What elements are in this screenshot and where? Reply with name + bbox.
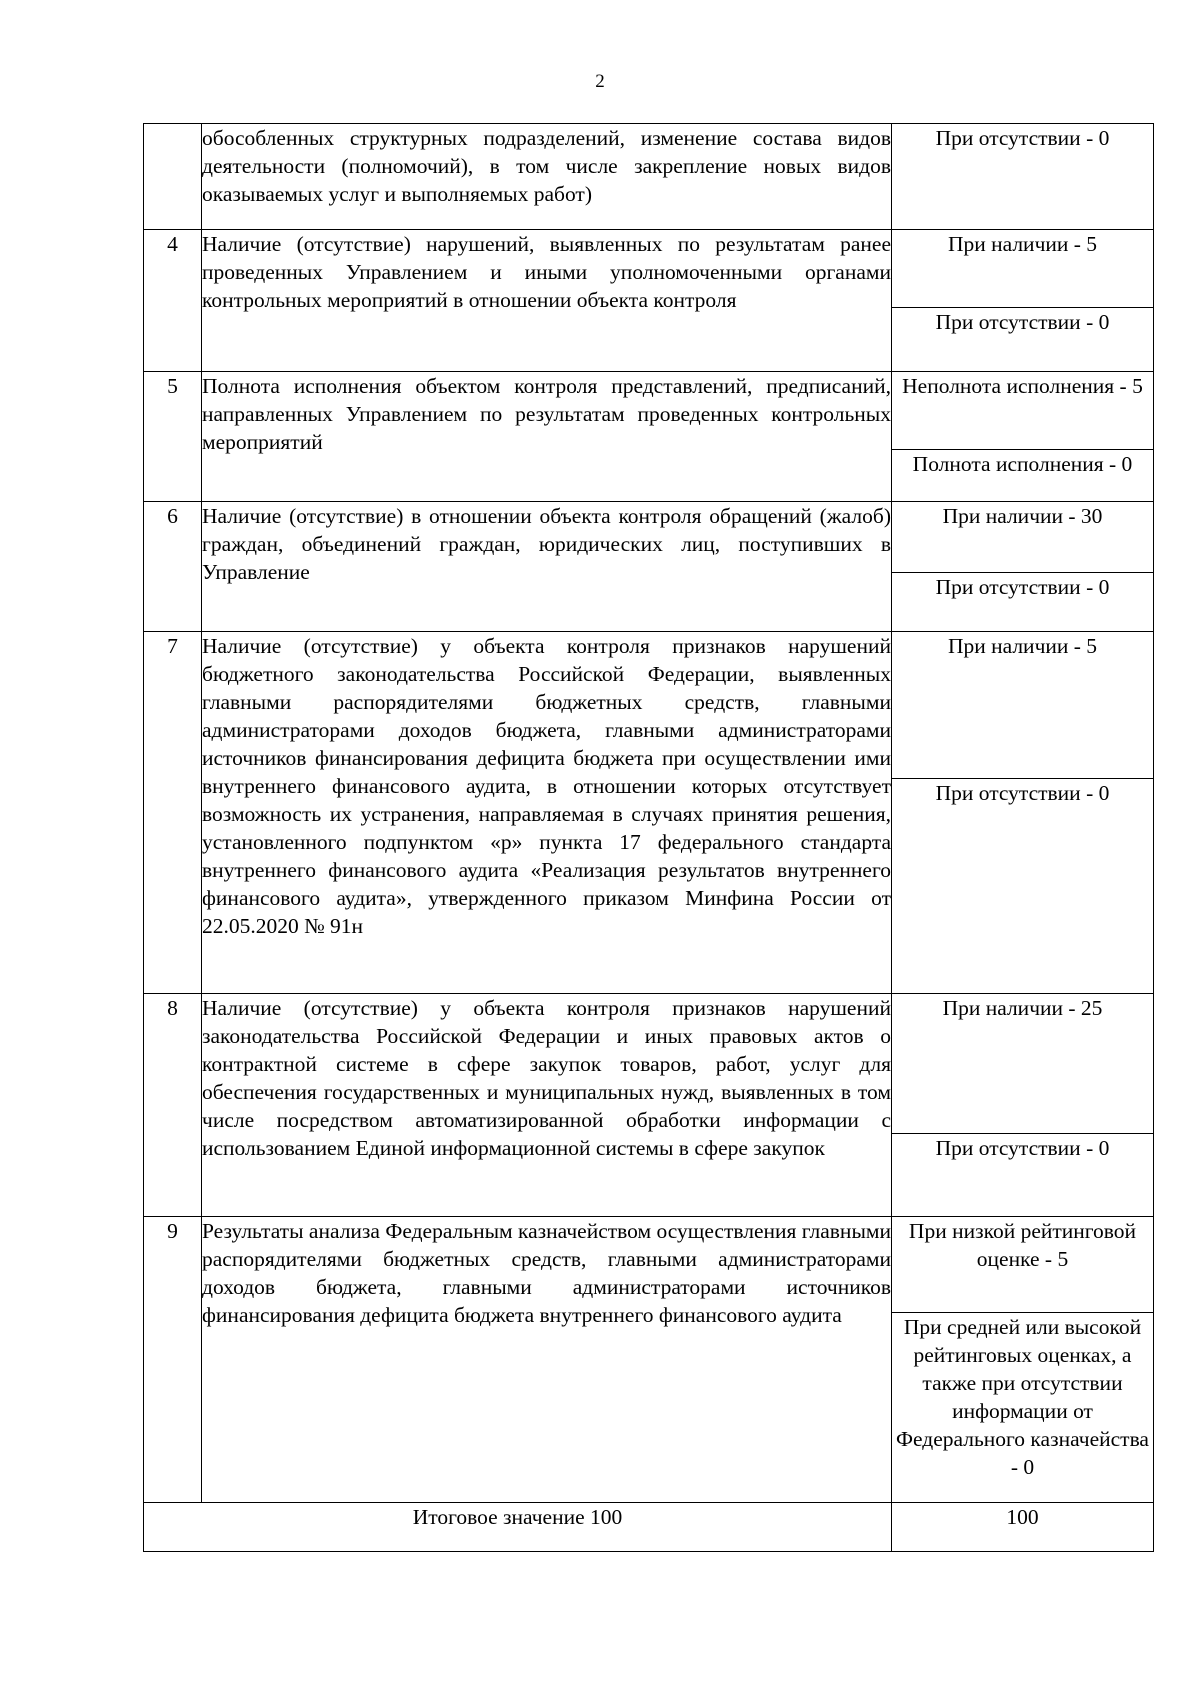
criterion-description: Наличие (отсутствие) нарушений, выявленных по результатам ранее проведенных Управлением и иными уполномоченными органами контрольных мероприятий в отношении объекта контроля xyxy=(202,230,892,372)
table-row xyxy=(144,124,1154,230)
criterion-description: Наличие (отсутствие) у объекта контроля признаков нарушений законодательства Российской Федерации и иных правовых актов о контрактной системе в сфере закупок товаров, работ, услуг для обеспечения государственных и муниципальных нужд, выявленных в том числе посредством автоматизированной обработки информации с использованием Единой информационной системы в сфере закупок xyxy=(202,994,892,1217)
table-row xyxy=(144,230,1154,308)
criteria-table xyxy=(143,123,1154,1552)
criterion-description: Результаты анализа Федеральным казначейством осуществления главными распорядителями бюджетных средств, главными администраторами доходов бюджета, главными администраторами источников финансирования дефицита бюджета внутреннего финансового аудита xyxy=(202,1217,892,1503)
table-row xyxy=(144,502,1154,573)
row-number: 8 xyxy=(144,994,202,1217)
score-cell: При наличии - 5 xyxy=(892,632,1154,779)
score-cell: При отсутствии - 0 xyxy=(892,779,1154,994)
score-cell: Неполнота исполнения - 5 xyxy=(892,372,1154,450)
score-cell: При отсутствии - 0 xyxy=(892,308,1154,372)
page-number: 2 xyxy=(595,71,605,92)
table-row xyxy=(144,994,1154,1134)
score-cell: При наличии - 25 xyxy=(892,994,1154,1134)
total-value: 100 xyxy=(892,1503,1154,1552)
score-cell: При отсутствии - 0 xyxy=(892,1134,1154,1217)
table-row xyxy=(144,1217,1154,1313)
score-cell: При низкой рейтинговой оценке - 5 xyxy=(892,1217,1154,1313)
score-cell: При наличии - 5 xyxy=(892,230,1154,308)
row-number: 7 xyxy=(144,632,202,994)
criterion-description: Полнота исполнения объектом контроля представлений, предписаний, направленных Управлением по результатам проведенных контрольных мероприятий xyxy=(202,372,892,502)
table-row xyxy=(144,372,1154,450)
total-row xyxy=(144,1503,1154,1552)
row-number: 5 xyxy=(144,372,202,502)
row-number-cell xyxy=(144,124,202,230)
table-row xyxy=(144,632,1154,779)
total-label: Итоговое значение 100 xyxy=(144,1503,892,1552)
score-cell: При наличии - 30 xyxy=(892,502,1154,573)
criterion-description: Наличие (отсутствие) у объекта контроля признаков нарушений бюджетного законодательства Российской Федерации, выявленных главными распорядителями бюджетных средств, главными администраторами доходов бюджета, главными администраторами источников финансирования дефицита бюджета при осуществлении ими внутреннего финансового аудита, в отношении которых отсутствует возможность их устранения, направляемая в случаях принятия решения, установленного подпунктом «р» пункта 17 федерального стандарта внутреннего финансового аудита «Реализация результатов внутреннего финансового аудита», утвержденного приказом Минфина России от 22.05.2020 № 91н xyxy=(202,632,892,994)
row-number: 9 xyxy=(144,1217,202,1503)
score-cell: При отсутствии - 0 xyxy=(892,124,1154,230)
row-number: 6 xyxy=(144,502,202,632)
score-cell: При средней или высокой рейтинговых оценках, а также при отсутствии информации от Федерального казначейства - 0 xyxy=(892,1313,1154,1503)
score-cell: Полнота исполнения - 0 xyxy=(892,450,1154,502)
criterion-description: обособленных структурных подразделений, изменение состава видов деятельности (полномочий), в том числе закрепление новых видов оказываемых услуг и выполняемых работ) xyxy=(202,124,892,230)
row-number: 4 xyxy=(144,230,202,372)
score-cell: При отсутствии - 0 xyxy=(892,573,1154,632)
criterion-description: Наличие (отсутствие) в отношении объекта контроля обращений (жалоб) граждан, объединений граждан, юридических лиц, поступивших в Управление xyxy=(202,502,892,632)
